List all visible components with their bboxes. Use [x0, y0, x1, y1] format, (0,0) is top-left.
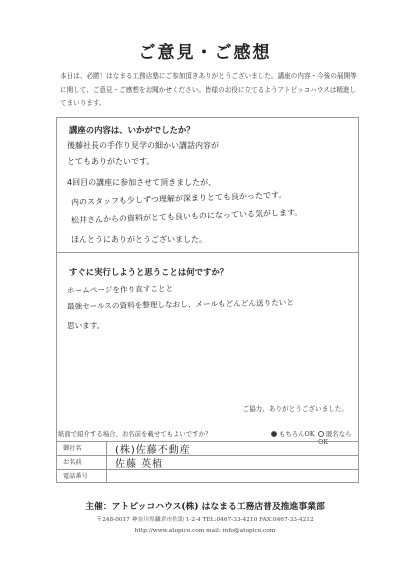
answer-2-line-2: 最強セールスの資料を整理しなおし、メールもどんどん送りたいと [66, 298, 295, 311]
phone-row [57, 470, 358, 484]
answer-1-line-1: 後藤社長の手作り見学の細かい講話内容が [67, 141, 219, 150]
option-ok-label: もちろんOK [279, 430, 315, 438]
radio-checked-icon[interactable] [271, 431, 277, 437]
contact-form [56, 441, 359, 483]
answer-2-line-3: 思います。 [67, 321, 105, 330]
radio-unchecked-icon[interactable] [318, 431, 324, 437]
section-divider [57, 252, 358, 253]
answer-1-line-3: 4回目の講座に参加させて頂きましたが、 [67, 178, 217, 187]
question-2: すぐに実行しようと思うことは何ですか？ [69, 267, 229, 277]
intro-text: 本日は、必勝！はなまる工務店塾にご参加頂きありがとうございました。講座の内容・今後の展開等に関して、ご意見・ご感想をお聞かせください。皆様のお役に立てるようアトピッコハウスは精進してまいります。 [60, 72, 357, 107]
name-field[interactable]: 佐藤 英植 [115, 459, 164, 470]
answer-1-line-6: ほんとうにありがとうございました。 [71, 235, 207, 244]
answer-1-line-4: 内のスタッフも少しずつ理解が深まりとても良かったです。 [70, 190, 287, 207]
name-label: お名前 [57, 456, 107, 469]
website-text: http://www.atopico.com mail: info@atopico.com [134, 528, 276, 534]
organizer-text: 主催：アトピッコハウス(株) はなまる工務店普及推進事業部 [85, 502, 325, 512]
thanks-text: ご協力、ありがとうございました。 [242, 405, 348, 413]
answer-1-line-2: とてもありがたいです。 [67, 157, 155, 166]
name-row [57, 456, 358, 470]
answer-1-line-5: 松井さんからの資料がとても良いものになっている気がします。 [70, 207, 303, 225]
question-1: 講座の内容は、いかがでしたか？ [69, 125, 195, 135]
page-title: ご意見・ご感想 [138, 43, 272, 63]
permission-question: 紙面で紹介する場合、お名前を載せてもよいですか？ [58, 430, 212, 438]
option-ok[interactable] [271, 429, 315, 438]
company-label: 御社名 [57, 442, 107, 455]
phone-label: 電話番号 [57, 470, 107, 483]
company-row [57, 442, 358, 456]
option-anonymous-label: 匿名ならOK [318, 430, 352, 446]
answer-2-line-1: ホームページを作り直すことと [66, 284, 174, 295]
name-permission-row [56, 429, 359, 446]
company-field[interactable]: (株)佐藤不動産 [115, 445, 191, 456]
address-text: 〒248-0017 神奈川県鎌倉市佐助 1-2-4 TEL:0467-33-4210 FAX:0467-33-4212 [96, 517, 314, 523]
